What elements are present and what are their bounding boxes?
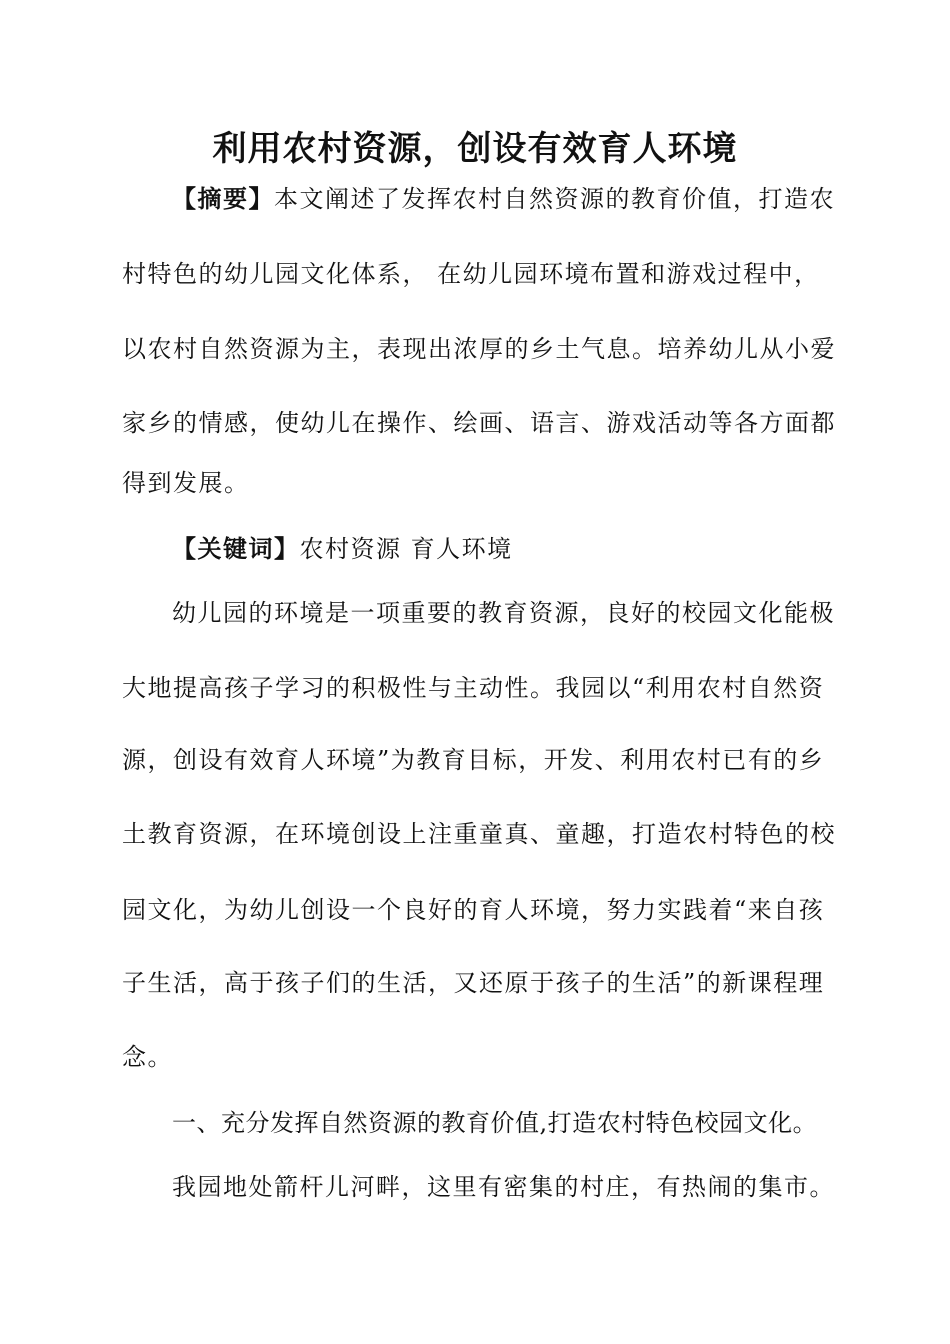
abstract-line-1 <box>172 182 892 216</box>
abstract-line-5: 得到发展。 <box>122 469 250 497</box>
section-heading: 一、充分发挥自然资源的教育价值,打造农村特色校园文化。 <box>172 1109 818 1137</box>
abstract-line-4: 家乡的情感，使幼儿在操作、绘画、语言、游戏活动等各方面都 <box>122 409 836 437</box>
abstract-line-2: 村特色的幼儿园文化体系， 在幼儿园环境布置和游戏过程中， <box>122 260 820 288</box>
body-line-2: 大地提高孩子学习的积极性与主动性。我园以“利用农村自然资 <box>122 674 825 702</box>
body-line-7: 念。 <box>122 1043 173 1071</box>
body-line-4: 土教育资源，在环境创设上注重童真、童趣，打造农村特色的校 <box>122 820 836 848</box>
keywords-label: 【关键词】 <box>172 535 300 563</box>
keywords-line <box>172 532 892 566</box>
body-line-3: 源，创设有效育人环境”为教育目标，开发、利用农村已有的乡 <box>122 746 825 774</box>
body-line-6: 子生活，高于孩子们的生活，又还原于孩子的生活”的新课程理 <box>122 969 825 997</box>
document-title: 利用农村资源，创设有效育人环境 <box>212 129 738 169</box>
body-line-1: 幼儿园的环境是一项重要的教育资源，良好的校园文化能极 <box>172 599 835 627</box>
abstract-line-3: 以农村自然资源为主，表现出浓厚的乡土气息。培养幼儿从小爱 <box>122 335 836 363</box>
abstract-label: 【摘要】 <box>172 185 274 213</box>
paragraph-line: 我园地处箭杆儿河畔，这里有密集的村庄，有热闹的集市。 <box>172 1173 835 1201</box>
keywords-text: 农村资源 育人环境 <box>299 535 513 563</box>
body-line-5: 园文化，为幼儿创设一个良好的育人环境，努力实践着“来自孩 <box>122 896 825 924</box>
abstract-text: 本文阐述了发挥农村自然资源的教育价值，打造农 <box>274 185 835 213</box>
